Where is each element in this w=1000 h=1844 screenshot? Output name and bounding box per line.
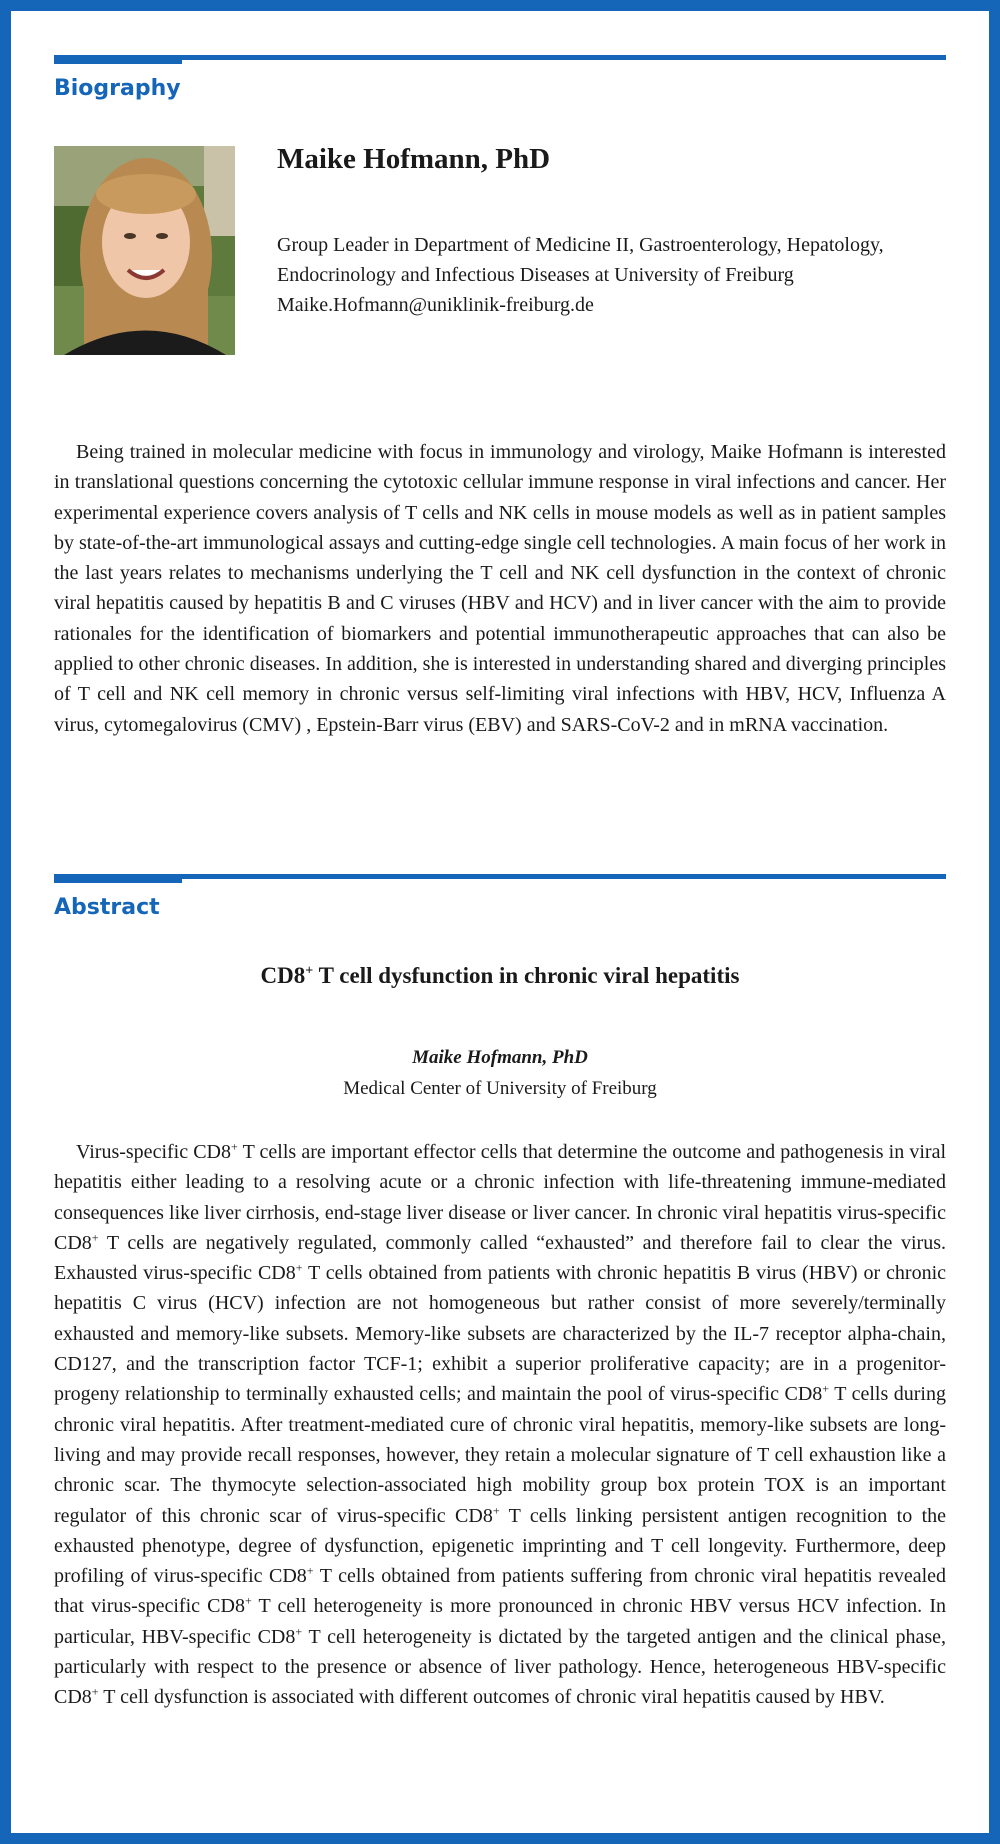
abstract-title: CD8+ T cell dysfunction in chronic viral hepatitis xyxy=(260,963,740,988)
speaker-name: Maike Hofmann, PhD xyxy=(277,143,551,175)
speaker-email[interactable]: Maike.Hofmann@uniklinik-freiburg.de xyxy=(277,294,594,316)
abstract-author: Maike Hofmann, PhD xyxy=(412,1047,588,1068)
abstract-text: Virus-specific CD8+ T cells are important effector cells that determine the outcome and pathogenesis in viral hepatitis either leading to a resolving acute or a chronic infection with life-threatening immune-mediated consequences like liver cirrhosis, end-stage liver disease or liver cancer. In chronic viral hepatitis virus-specific CD8+ T cells are negatively regulated, commonly called “exhausted” and therefore fail to clear the virus. Exhausted virus-specific CD8+ T cells obtained from patients with chronic hepatitis B virus (HBV) or chronic hepatitis C virus (HCV) infection are not homogeneous but rather consist of more severely/terminally exhausted and memory-like subsets. Memory-like subsets are characterized by the IL-7 receptor alpha-chain, CD127, and the transcription factor TCF-1; exhibit a superior proliferative capacity; are in a progenitor-progeny relationship to terminally exhausted cells; and maintain the pool of virus-specific CD8+ T cells during chronic viral hepatitis. After treatment-mediated cure of chronic viral hepatitis, memory-like subsets are long-living and may provide recall responses, however, they retain a molecular signature of T cell exhaustion like a chronic scar. The thymocyte selection-associated high mobility group box protein TOX is an important regulator of this chronic scar of virus-specific CD8+ T cells linking persistent antigen recognition to the exhausted phenotype, degree of dysfunction, epigenetic imprinting and T cell longevity. Furthermore, deep profiling of virus-specific CD8+ T cells obtained from patients suffering from chronic viral hepatitis revealed that virus-specific CD8+ T cell heterogeneity is more pronounced in chronic HBV versus HCV infection. In particular, HBV-specific CD8+ T cell heterogeneity is dictated by the targeted antigen and the clinical phase, particularly with respect to the presence or absence of liver pathology. Hence, heterogeneous HBV-specific CD8+ T cell dysfunction is associated with different outcomes of chronic viral hepatitis caused by HBV. xyxy=(54,1139,947,1709)
affiliation-line: Group Leader in Department of Medicine II, Gastroenterology, Hepatology, xyxy=(277,234,884,256)
abstract-rule xyxy=(54,874,946,879)
abstract-heading: Abstract xyxy=(54,895,160,920)
affiliation-line: Endocrinology and Infectious Diseases at University of Freiburg xyxy=(277,264,794,286)
biography-rule xyxy=(54,55,946,60)
biography-text: Being trained in molecular medicine with focus in immunology and virology, Maike Hofmann is interested in translational questions concerning the cytotoxic cellular immune response in viral infections and cancer. Her experimental experience covers analysis of T cells and NK cells in mouse models as well as in patient samples by state-of-the-art immunological assays and cutting-edge single cell technologies. A main focus of her work in the last years relates to mechanisms underlying the T cell and NK cell dysfunction in the context of chronic viral hepatitis caused by hepatitis B and C viruses (HBV and HCV) and in liver cancer with the aim to provide rationales for the identification of biomarkers and potential immunotherapeutic approaches that can also be applied to other chronic diseases. In addition, she is interested in understanding shared and diverging principles of T cell and NK cell memory in chronic versus self-limiting viral infections with HBV, HCV, Influenza A virus, cytomegalovirus (CMV) , Epstein-Barr virus (EBV) and SARS-CoV-2 and in mRNA vaccination. xyxy=(54,441,946,736)
speaker-affiliation xyxy=(277,230,937,320)
portrait-photo xyxy=(54,146,235,355)
biography-heading: Biography xyxy=(54,76,181,101)
abstract-institution: Medical Center of University of Freiburg xyxy=(343,1078,657,1099)
